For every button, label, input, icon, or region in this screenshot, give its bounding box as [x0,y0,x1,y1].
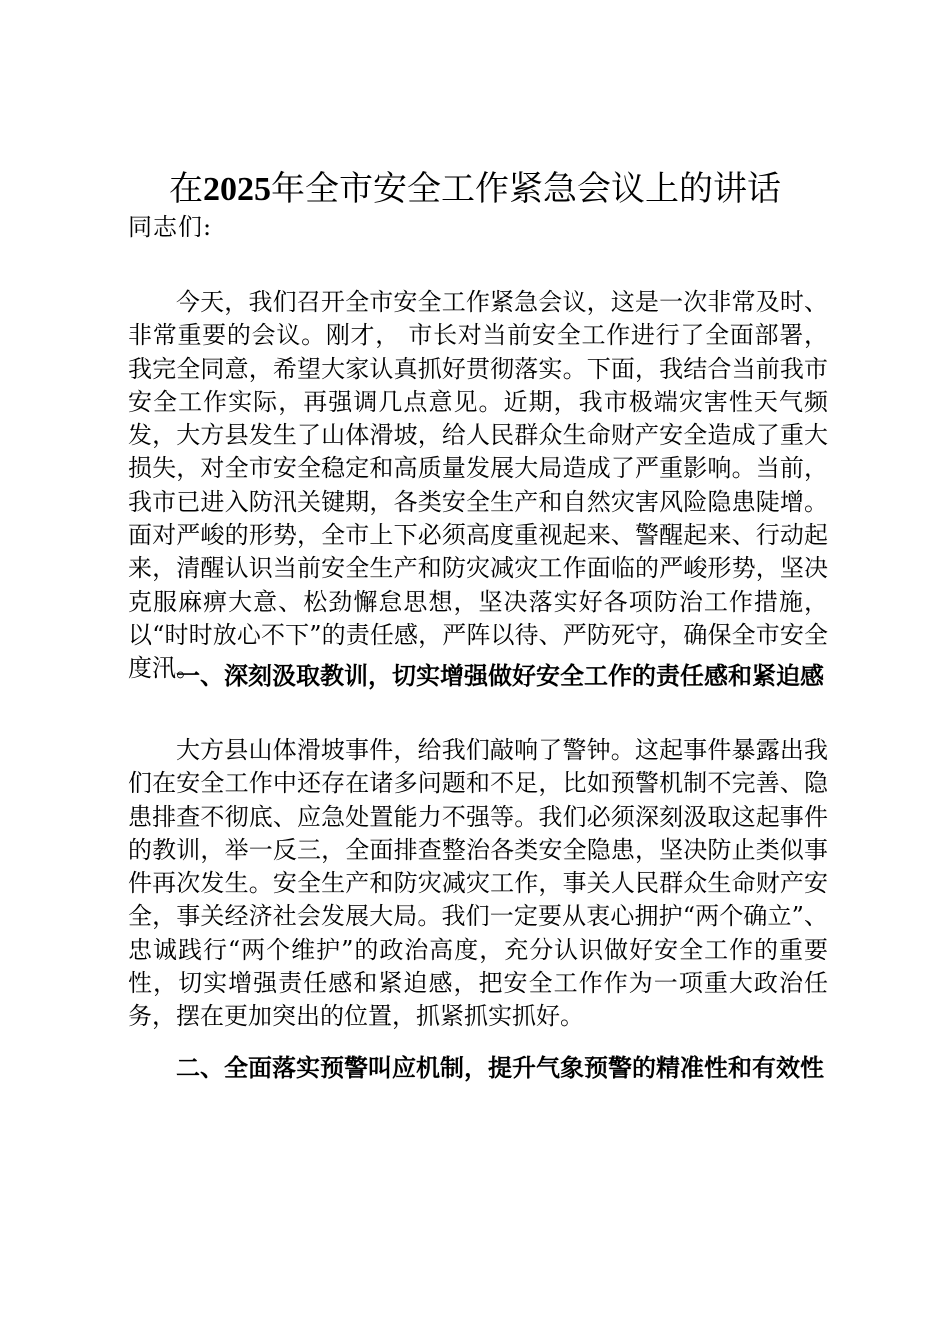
section-heading-2: 二、全面落实预警叫应机制，提升气象预警的精准性和有效性 [176,1053,824,1082]
body-paragraph-section-1: 大方县山体滑坡事件，给我们敲响了警钟。这起事件暴露出我们在安全工作中还存在诸多问题和不足，比如预警机制不完善、隐患排查不彻底、应急处置能力不强等。我们必须深刻汲取这起事件的教训，举一反三，全面排查整治各类安全隐患，坚决防止类似事件再次发生。安全生产和防灾减灾工作，事关人民群众生命财产安全，事关经济社会发展大局。我们一定要从衷心拥护“两个确立”、忠诚践行“两个维护”的政治高度，充分认识做好安全工作的重要性，切实增强责任感和紧迫感，把安全工作作为一项重大政治任务，摆在更加突出的位置，抓紧抓实抓好。 [128,736,828,1031]
title-prefix: 在 [169,169,203,209]
title-year: 2025 [203,171,271,208]
title-suffix: 年全市安全工作紧急会议上的讲话 [271,169,781,209]
body-paragraph-intro: 今天，我们召开全市安全工作紧急会议，这是一次非常及时、非常重要的会议。刚才， 市长对当前安全工作进行了全面部署，我完全同意，希望大家认真抓好贯彻落实。下面，我结合当前我市安全工作实际，再强调几点意见。近期，我市极端灾害性天气频发，大方县发生了山体滑坡，给人民群众生命财产安全造成了重大损失，对全市安全稳定和高质量发展大局造成了严重影响。当前，我市已进入防汛关键期，各类安全生产和自然灾害风险隐患陡增。面对严峻的形势，全市上下必须高度重视起来、警醒起来、行动起来，清醒认识当前安全生产和防灾减灾工作面临的严峻形势，坚决克服麻痹大意、松劲懈怠思想，坚决落实好各项防治工作措施，以“时时放心不下”的责任感，严阵以待、严防死守，确保全市安全度汛。 [128,288,828,683]
document-title [110,166,840,213]
section-heading-1: 一、深刻汲取教训，切实增强做好安全工作的责任感和紧迫感 [176,661,824,690]
salutation: 同志们: [128,213,213,241]
